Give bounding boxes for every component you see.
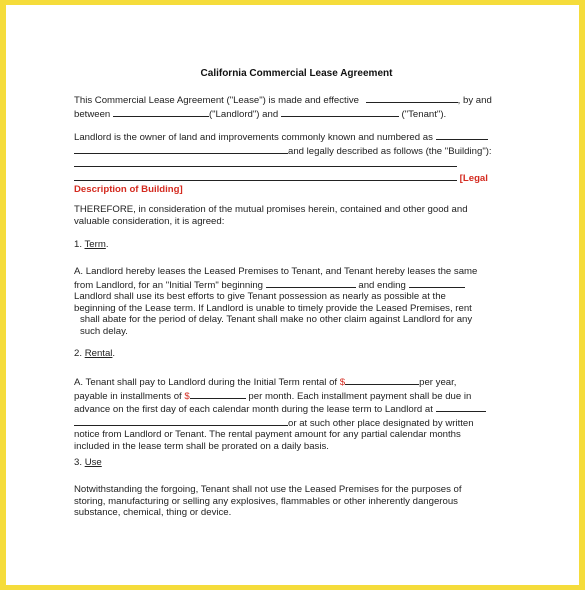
- document-title: California Commercial Lease Agreement: [200, 68, 393, 79]
- section-rental-heading: [74, 348, 514, 360]
- section-end: .: [105, 239, 109, 250]
- intro-text: , by and: [457, 95, 492, 106]
- intro-paragraph: [74, 93, 514, 120]
- document-page: [6, 5, 579, 585]
- tenant-name-blank[interactable]: [281, 107, 399, 117]
- use-text: storing, manufacturing or selling any explosives, flammables or other inherently dangerous: [74, 495, 458, 507]
- legal-placeholder: [Legal: [459, 172, 488, 184]
- legal-description-blank[interactable]: [74, 157, 457, 167]
- term-text: and ending: [358, 279, 406, 291]
- section-title: Rental: [84, 348, 113, 359]
- payment-address-blank[interactable]: [436, 402, 486, 412]
- therefore-text: THEREFORE, in consideration of the mutual promises herein, contained and other good and: [74, 204, 468, 215]
- payment-address-blank[interactable]: [74, 416, 288, 426]
- section-number: 2.: [74, 348, 83, 359]
- start-date-blank[interactable]: [266, 278, 356, 288]
- use-text: Notwithstanding the forgoing, Tenant shall not use the Leased Premises for the purposes of: [74, 484, 462, 495]
- rental-text: A. Tenant shall pay to Landlord during the Initial Term rental of: [74, 377, 338, 388]
- section-title: Use: [84, 457, 102, 468]
- section-end: .: [112, 348, 116, 359]
- intro-text: ("Tenant").: [401, 108, 447, 120]
- address-blank[interactable]: [74, 144, 288, 154]
- rental-text: payable in installments of: [74, 390, 182, 402]
- term-text: beginning of the Lease term. If Landlord is unable to timely provide the Leased Premises, rent: [74, 302, 472, 314]
- address-number-blank[interactable]: [436, 130, 488, 140]
- intro-text: between: [74, 108, 111, 120]
- term-text: from Landlord, for an "Initial Term" beginning: [74, 279, 264, 291]
- landlord-text: Landlord is the owner of land and improvements commonly known and numbered as: [74, 132, 433, 143]
- intro-text: This Commercial Lease Agreement ("Lease") is made and effective: [74, 95, 359, 106]
- annual-rent-blank[interactable]: [345, 375, 419, 385]
- term-text: Landlord shall use its best efforts to give Tenant possession as nearly as possible at the: [74, 291, 446, 302]
- term-text: shall abate for the period of delay. Tenant shall make no other claim against Landlord for any: [80, 314, 473, 325]
- section-term-heading: [74, 239, 514, 251]
- rental-text: or at such other place designated by written: [288, 417, 474, 429]
- section-number: 3.: [74, 457, 83, 468]
- rental-text: per year,: [419, 377, 457, 388]
- section-use-heading: [74, 457, 514, 469]
- rental-text: advance on the first day of each calendar month during the lease term to Landlord at: [74, 404, 433, 415]
- effective-date-blank[interactable]: [366, 93, 458, 103]
- rental-paragraph: [74, 375, 514, 452]
- landlord-paragraph: [74, 130, 514, 196]
- landlord-text: and legally described as follows (the "Building"):: [288, 145, 492, 157]
- use-text: substance, chemical, thing or device.: [74, 507, 232, 518]
- use-paragraph: [74, 484, 514, 519]
- section-title: Term: [84, 239, 106, 250]
- currency-symbol: $: [339, 377, 346, 388]
- end-date-blank[interactable]: [409, 278, 465, 288]
- legal-description-blank[interactable]: [74, 171, 457, 181]
- currency-symbol: $: [184, 390, 190, 402]
- section-number: 1.: [74, 239, 83, 250]
- landlord-name-blank[interactable]: [113, 107, 209, 117]
- therefore-paragraph: [74, 204, 514, 227]
- term-text: A. Landlord hereby leases the Leased Premises to Tenant, and Tenant hereby leases the same: [74, 266, 478, 277]
- rental-text: per month. Each installment payment shall be due in: [248, 390, 472, 402]
- rental-text: notice from Landlord or Tenant. The rental payment amount for any partial calendar months: [74, 429, 461, 440]
- therefore-text: valuable consideration, it is agreed:: [74, 215, 225, 227]
- intro-text: ("Landlord") and: [208, 108, 279, 120]
- term-paragraph: [74, 266, 514, 337]
- legal-placeholder: Description of Building]: [74, 184, 183, 195]
- term-text: such delay.: [80, 325, 128, 337]
- monthly-rent-blank[interactable]: [190, 389, 246, 399]
- rental-text: included in the lease term shall be prorated on a daily basis.: [74, 440, 329, 452]
